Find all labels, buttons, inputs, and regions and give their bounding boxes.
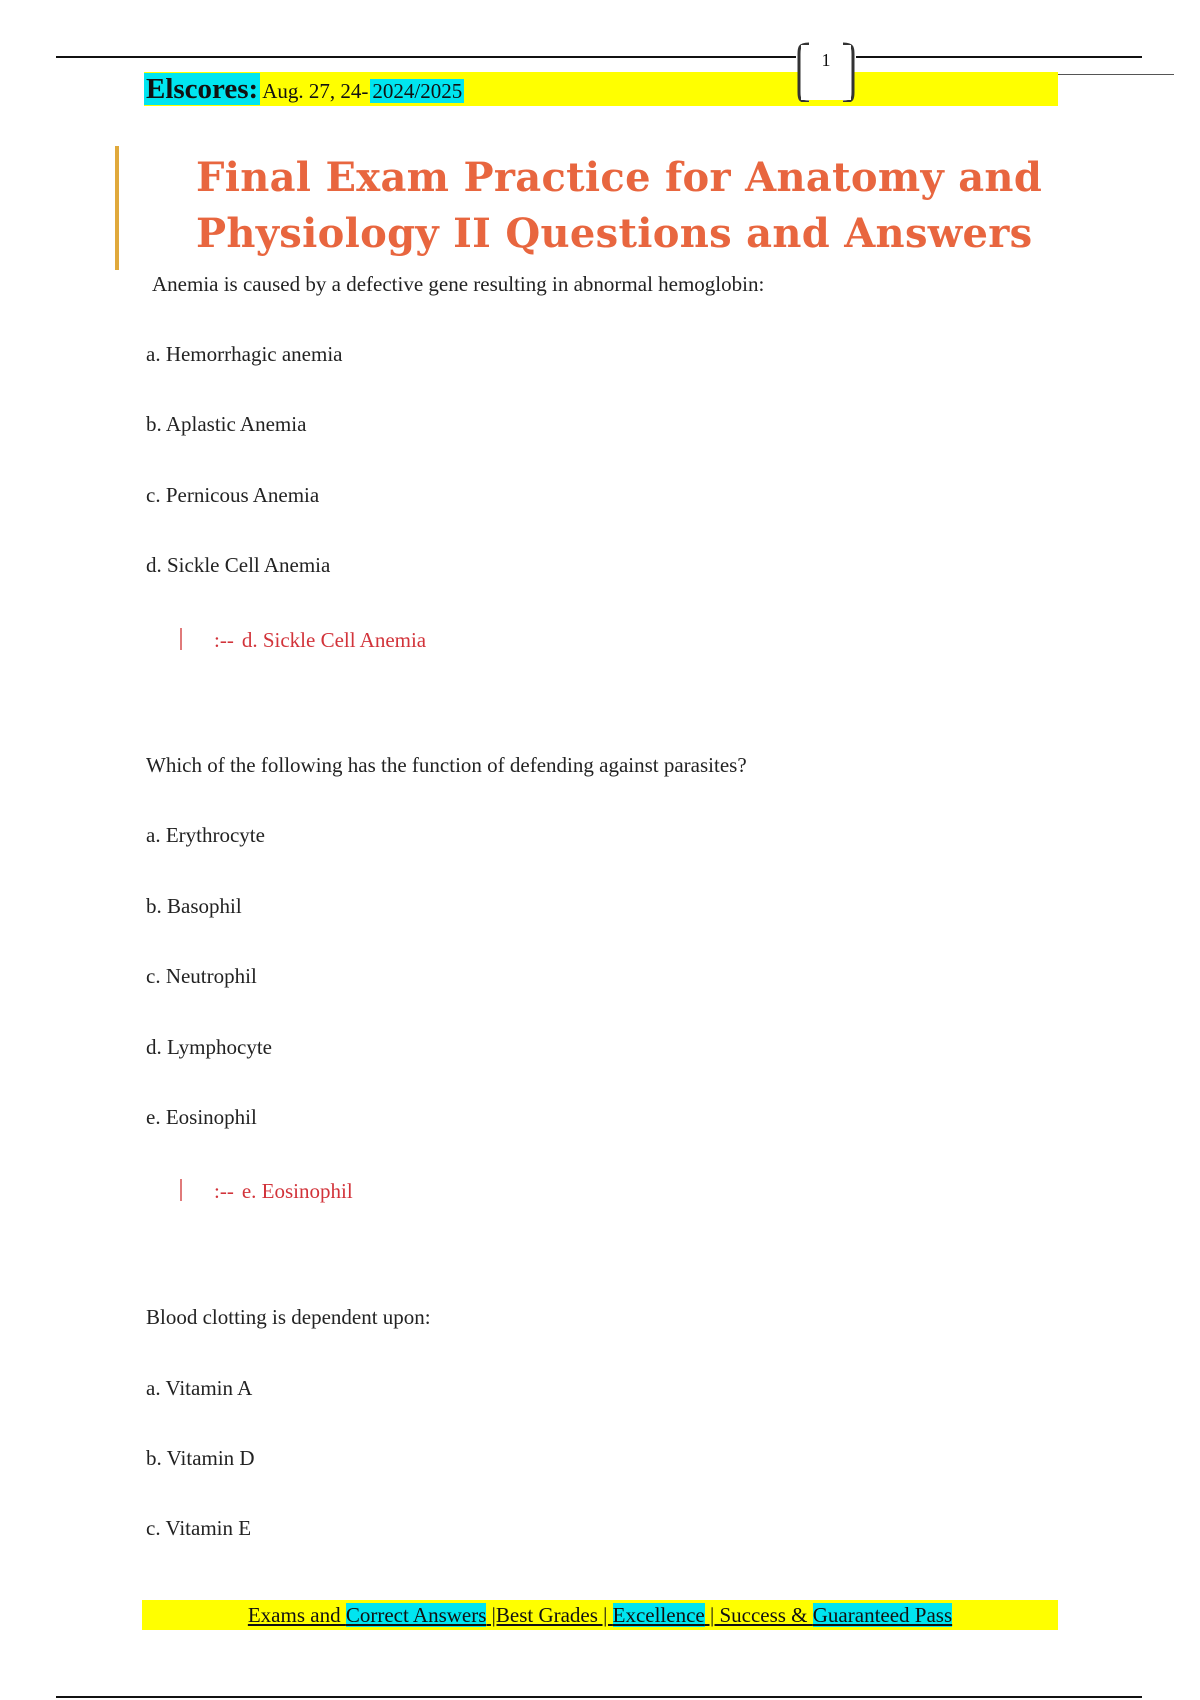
header-rule-extension [1050, 74, 1174, 75]
question-1-text: Anemia is caused by a defective gene resulting in abnormal hemoglobin: [152, 272, 765, 296]
header-date: Aug. 27, 24- [262, 79, 369, 103]
answer-text: e. Eosinophil [241, 1179, 353, 1203]
question-1-option-c: c. Pernicous Anemia [146, 483, 320, 507]
question-2-answer [180, 1179, 353, 1204]
page-number: 1 [821, 50, 831, 70]
header-rule-right [856, 56, 1142, 58]
title-accent-bar [115, 146, 119, 270]
footer-part-4: Excellence [612, 1603, 705, 1627]
question-1-answer [180, 628, 426, 653]
answer-text: d. Sickle Cell Anemia [241, 628, 427, 652]
footer-part-5: | Success & [704, 1603, 813, 1627]
question-3-option-b: b. Vitamin D [146, 1446, 255, 1470]
question-2-option-e: e. Eosinophil [146, 1105, 257, 1129]
question-1-option-d: d. Sickle Cell Anemia [146, 553, 331, 577]
question-3-option-c: c. Vitamin E [146, 1516, 252, 1540]
page-number-tab [795, 42, 857, 102]
footer-part-3: |Best Grades | [486, 1603, 613, 1627]
question-2-option-d: d. Lymphocyte [146, 1035, 272, 1059]
answer-prefix: :-- [214, 1179, 234, 1203]
header-rule-left [56, 56, 796, 58]
footer-rule [56, 1696, 1142, 1698]
question-1-option-b: b. Aplastic Anemia [146, 412, 307, 436]
answer-marker-bar [180, 628, 182, 650]
answer-prefix: :-- [214, 628, 234, 652]
question-2-option-c: c. Neutrophil [146, 964, 257, 988]
header-band [144, 72, 1058, 106]
question-3-option-a: a. Vitamin A [146, 1376, 253, 1400]
footer-part-1: Exams and [247, 1603, 346, 1627]
footer-part-2: Correct Answers [345, 1603, 487, 1627]
header-brand: Elscores: [146, 73, 259, 105]
question-2-text: Which of the following has the function of defending against parasites? [146, 753, 747, 777]
answer-marker-bar [180, 1179, 182, 1201]
question-2-option-a: a. Erythrocyte [146, 823, 265, 847]
question-3-text: Blood clotting is dependent upon: [146, 1305, 431, 1329]
document-title: Final Exam Practice for Anatomy and Physiology II Questions and Answers [196, 154, 1043, 257]
header-year: 2024/2025 [372, 79, 463, 103]
question-1-option-a: a. Hemorrhagic anemia [146, 342, 343, 366]
footer-band [142, 1600, 1058, 1630]
question-2-option-b: b. Basophil [146, 894, 242, 918]
footer-part-6: Guaranteed Pass [812, 1603, 953, 1627]
